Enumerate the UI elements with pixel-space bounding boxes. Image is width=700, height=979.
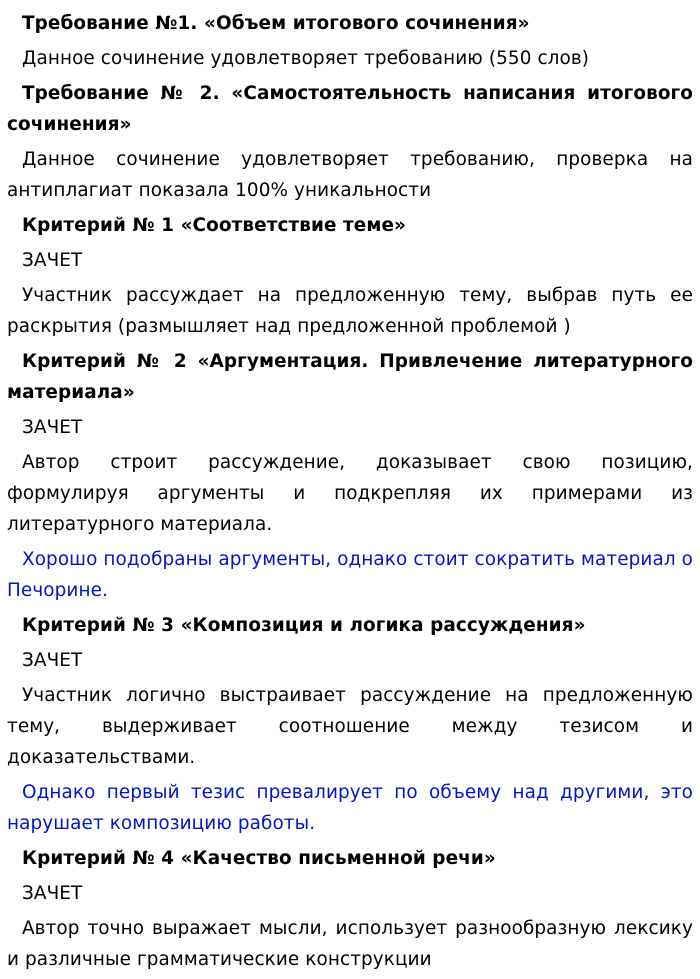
criterion-3-grade: ЗАЧЕТ: [22, 650, 83, 671]
criterion-1-grade: ЗАЧЕТ: [22, 250, 83, 271]
requirement-1-text: Данное сочинение удовлетворяет требованию (550 слов): [22, 48, 590, 69]
requirement-1-heading: Требование №1. «Объем итогового сочинения»: [22, 13, 530, 34]
criterion-2-grade: ЗАЧЕТ: [22, 417, 83, 438]
criterion-1-heading: Критерий № 1 «Соответствие теме»: [22, 215, 407, 236]
requirement-2-text: Данное сочинение удовлетворяет требованию, проверка на антиплагиат показала 100% уникальности: [7, 149, 693, 201]
criterion-4-heading: Критерий № 4 «Качество письменной речи»: [22, 848, 496, 869]
criterion-2-text: Автор строит рассуждение, доказывает свою позицию, формулируя аргументы и подкрепляя их примерами из литературного материала.: [7, 452, 693, 535]
criterion-3-text: Участник логично выстраивает рассуждение на предложенную тему, выдерживает соотношение между тезисом и доказательствами.: [7, 685, 693, 768]
document-page: [7, 8, 693, 979]
criterion-4-text: Автор точно выражает мысли, использует разнообразную лексику и различные грамматические конструкции: [7, 918, 693, 970]
criterion-2-heading: Критерий № 2 «Аргументация. Привлечение литературного материала»: [7, 351, 693, 403]
criterion-1-text: Участник рассуждает на предложенную тему, выбрав путь ее раскрытия (размышляет над предложенной проблемой ): [7, 285, 693, 337]
criterion-2-comment: Хорошо подобраны аргументы, однако стоит сократить материал о Печорине.: [7, 549, 693, 601]
criterion-4-grade: ЗАЧЕТ: [22, 883, 83, 904]
requirement-2-heading: Требование № 2. «Самостоятельность написания итогового сочинения»: [7, 83, 693, 135]
criterion-3-comment: Однако первый тезис превалирует по объему над другими, это нарушает композицию работы.: [7, 782, 693, 834]
criterion-3-heading: Критерий № 3 «Композиция и логика рассуждения»: [22, 615, 586, 636]
